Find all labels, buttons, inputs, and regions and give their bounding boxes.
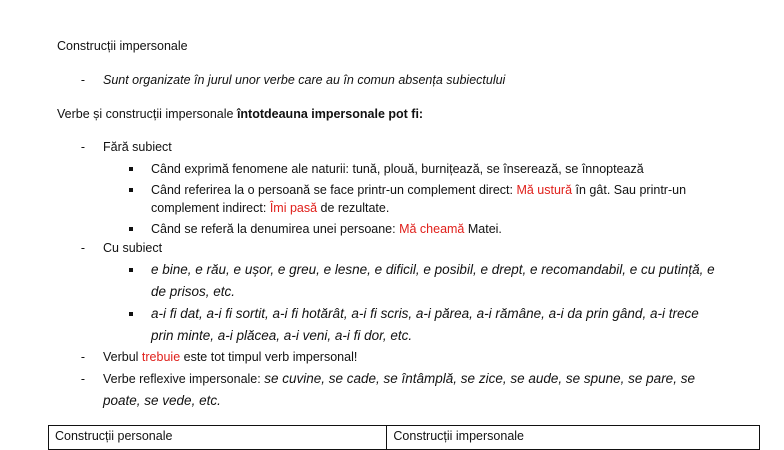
dash-bullet: - xyxy=(80,350,86,364)
square-bullet xyxy=(129,188,133,192)
table-header-impersonale: Construcții impersonale xyxy=(387,426,760,450)
fara-subiect-item-1: Când exprimă fenomene ale naturii: tună, plouă, burnițează, se înserează, se înnoptează xyxy=(151,162,644,176)
dash-bullet: - xyxy=(80,140,86,154)
document-title: Construcții impersonale xyxy=(57,39,188,53)
intro-bullet-text: Sunt organizate în jurul unor verbe care au în comun absența subiectului xyxy=(103,73,506,87)
fara-subiect-item-3: Când se referă la denumirea unei persoane: Mă cheamă Matei. xyxy=(151,222,502,236)
dash-bullet: - xyxy=(80,372,86,386)
fara-subiect-item-2-line-2: complement indirect: Îmi pasă de rezultate. xyxy=(151,201,390,215)
cu-subiect-item-2-line-1: a-i fi dat, a-i fi sortit, a-i fi hotărât, a-i fi scris, a-i părea, a-i rămâne, a-i da prin gând, a-i trece xyxy=(151,306,699,321)
cu-subiect-item-1-line-1: e bine, e rău, e ușor, e greu, e lesne, e dificil, e posibil, e drept, e recomandabil, e cu putință, e xyxy=(151,262,715,277)
square-bullet xyxy=(129,268,133,272)
dash-bullet: - xyxy=(80,241,86,255)
fara-subiect-label: Fără subiect xyxy=(103,140,172,154)
cu-subiect-label: Cu subiect xyxy=(103,241,163,255)
cu-subiect-item-2-line-2: prin minte, a-i plăcea, a-i veni, a-i fi dor, etc. xyxy=(151,328,413,343)
dash-bullet: - xyxy=(80,73,86,87)
reflexive-line-1: Verbe reflexive impersonale: se cuvine, se cade, se întâmplă, se zice, se aude, se spune, se pare, se xyxy=(103,371,695,386)
square-bullet xyxy=(129,167,133,171)
table-header-row xyxy=(49,426,760,450)
table-header-personale: Construcții personale xyxy=(49,426,387,450)
reflexive-line-2: poate, se vede, etc. xyxy=(103,393,221,408)
cu-subiect-item-1-line-2: de prisos, etc. xyxy=(151,284,236,299)
square-bullet xyxy=(129,312,133,316)
comparison-table xyxy=(48,425,760,450)
square-bullet xyxy=(129,227,133,231)
trebuie-note: Verbul trebuie este tot timpul verb impersonal! xyxy=(103,350,358,364)
section-heading: Verbe și construcții impersonale întotdeauna impersonale pot fi: xyxy=(57,107,424,121)
fara-subiect-item-2-line-1: Când referirea la o persoană se face printr-un complement direct: Mă ustură în gât. Sau printr-un xyxy=(151,183,687,197)
